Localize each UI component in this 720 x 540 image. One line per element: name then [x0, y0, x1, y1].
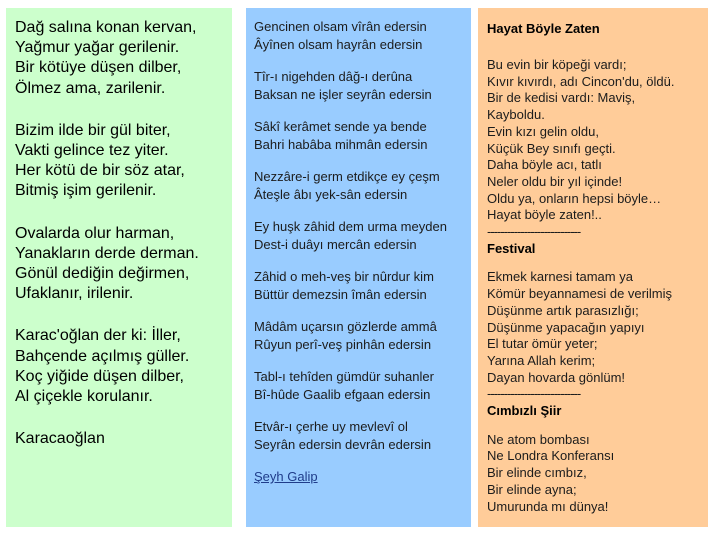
poem-line: Koç yiğide düşen dilber,	[15, 367, 184, 385]
couplet	[254, 118, 471, 153]
poem-line: Büttür demezsin îmân edersin	[254, 286, 427, 302]
poem-line: Ufaklanır, irilenir.	[15, 285, 134, 303]
stanza	[15, 224, 232, 305]
couplet	[254, 18, 471, 53]
poem-line: Baksan ne işler seyrân edersin	[254, 86, 432, 102]
poem-line: Kıvır kıvırdı, adı Cincon'du, öldü.	[487, 73, 675, 89]
poem-line: Ekmek karnesi tamam ya	[487, 269, 633, 285]
poem-line: Küçük Bey sınıfı geçti.	[487, 140, 616, 156]
poem-line: Dayan hovarda gönlüm!	[487, 369, 626, 385]
poem-line: Sâkî kerâmet sende ya bende	[254, 119, 427, 134]
couplet	[254, 68, 471, 103]
poem-line: Seyrân edersin devrân edersin	[254, 436, 432, 452]
poem-line: Daha böyle acı, tatlı	[487, 157, 602, 173]
poem-line: Vakti gelince tez yiter.	[15, 142, 169, 160]
poem-title: Hayat Böyle Zaten	[487, 21, 600, 36]
karacaoglan-poem-panel	[6, 8, 232, 527]
poem-line: Bir kötüye düşen dilber,	[15, 59, 182, 77]
separator-line: ----------------------------	[487, 386, 581, 402]
poem-line: Düşünme artık parasızlığı;	[487, 302, 639, 318]
poem-line: Bahri habâba mihmân edersin	[254, 136, 428, 152]
poem	[487, 432, 708, 516]
couplet	[254, 168, 471, 203]
couplet	[254, 218, 471, 253]
stanza	[15, 326, 232, 407]
seyh-galip-poem-panel	[246, 8, 471, 527]
poem-line: Evin kızı gelin oldu,	[487, 123, 600, 139]
poem-line: Dest-i duâyı mercân edersin	[254, 236, 417, 252]
poem-line: Kayboldu.	[487, 107, 545, 123]
poem-line: Al çiçekle korulanır.	[15, 388, 153, 406]
poem-line: Zâhid o meh-veş bir nûrdur kim	[254, 269, 434, 284]
poem-line: Ne Londra Konferansı	[487, 448, 615, 464]
poem-line: Rûyun perî-veş pinhân edersin	[254, 336, 432, 352]
poem-line: Bahçende açılmış güller.	[15, 347, 190, 365]
poem-line: Âyînen olsam hayrân edersin	[254, 36, 423, 52]
poem-line: Her kötü de bir söz atar,	[15, 162, 185, 180]
poem-line: Bizim ilde bir gül biter,	[15, 121, 171, 139]
poem-title: Festival	[487, 240, 536, 256]
poet-signature: Karacaoğlan	[15, 430, 105, 448]
separator-line: ----------------------------	[487, 224, 581, 240]
couplet	[254, 318, 471, 353]
poem-line: Nezzâre-i germ etdikçe ey çeşm	[254, 169, 440, 184]
poem-line: Yarına Allah kerim;	[487, 352, 596, 368]
poem-line: Mâdâm uçarsın gözlerde ammâ	[254, 319, 437, 334]
poem-line: Kömür beyannamesi de verilmiş	[487, 286, 672, 302]
poem-title: Cımbızlı Şiir	[487, 403, 562, 419]
poem-line: Düşünme yapacağın yapıyı	[487, 319, 645, 335]
poem	[487, 57, 708, 257]
author-link[interactable]: Şeyh Galip	[254, 469, 318, 484]
poem-line: Ölmez ama, zarilenir.	[15, 79, 166, 97]
poem-line: Bir elinde ayna;	[487, 481, 577, 497]
couplet	[254, 268, 471, 303]
poem-line: Neler oldu bir yıl içinde!	[487, 173, 623, 189]
poem-line: Karac'oğlan der ki: İller,	[15, 327, 181, 345]
poem-line: Bî-hûde Gaalib efgaan edersin	[254, 386, 431, 402]
poem-line: Ey huşk zâhid dem urma meyden	[254, 219, 447, 234]
poem-line: Ovalarda olur harman,	[15, 224, 175, 242]
couplet	[254, 368, 471, 403]
poem-line: El tutar ömür yeter;	[487, 336, 598, 352]
poem-line: Hayat böyle zaten!..	[487, 207, 602, 223]
poem-line: Tabl-ı tehîden gümdür suhanler	[254, 369, 434, 384]
poem-line: Gencinen olsam vîrân edersin	[254, 19, 427, 34]
poem-line: Bitmiş işim gerilenir.	[15, 182, 157, 200]
poem-line: Etvâr-ı çerhe uy mevlevî ol	[254, 419, 408, 434]
poem-line: Bir de kedisi vardı: Maviş,	[487, 90, 636, 106]
couplet	[254, 418, 471, 453]
poem-line: Dağ salına konan kervan,	[15, 19, 197, 36]
orhan-veli-poems-panel	[478, 8, 708, 527]
poem-line: Tîr-ı nigehden dâğ-ı derûna	[254, 69, 413, 84]
poem-line: Bir elinde cımbız,	[487, 465, 587, 481]
poem	[487, 269, 708, 419]
poem-line: Gönül dediğin değirmen,	[15, 265, 190, 283]
poem-line: Ne atom bombası	[487, 431, 590, 447]
poem-line: Bu evin bir köpeği vardı;	[487, 57, 627, 72]
poem-line: Yağmur yağar gerilenir.	[15, 39, 180, 57]
poem-line: Oldu ya, onların hepsi böyle…	[487, 190, 662, 206]
stanza	[15, 121, 232, 202]
poem-line: Âteşle âbı yek-sân edersin	[254, 186, 408, 202]
poem-line: Yanakların derde derman.	[15, 244, 199, 262]
stanza	[15, 18, 232, 99]
poem-line: Umurunda mı dünya!	[487, 498, 609, 514]
